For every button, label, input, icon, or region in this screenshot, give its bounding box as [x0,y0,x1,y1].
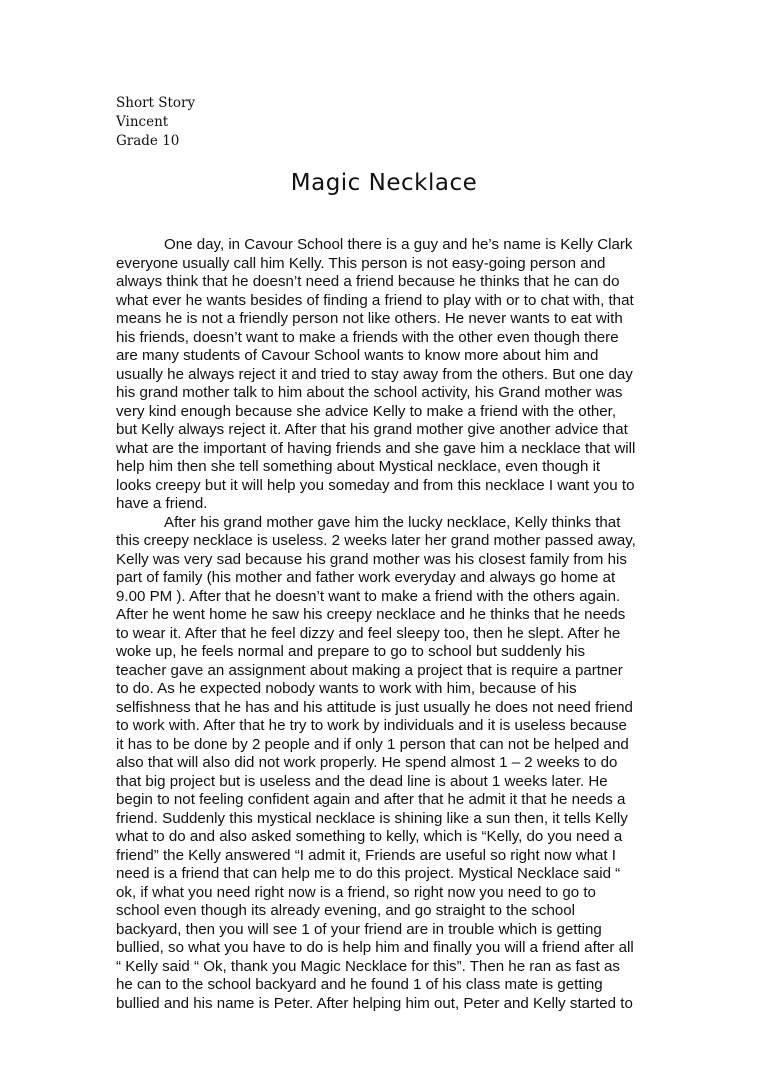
text-line: bullied, so what you have to do is help him and finally you will a friend after all [116,939,634,956]
text-line: Kelly was very sad because his grand mother was his closest family from his [116,550,627,568]
text-line: but Kelly always reject it. After that his grand mother give another advice that [116,421,628,438]
text-line: are many students of Cavour School wants to know more about him and [116,347,599,364]
story-category: Short Story [116,95,196,111]
text-line: always think that he doesn’t need a friend because he thinks that he can do [116,273,620,290]
text-line: woke up, he feels normal and prepare to go to school but suddenly his [116,643,586,660]
text-line: teacher gave an assignment about making a project that is require a partner [116,661,623,679]
text-line: means he is not a friendly person not like others. He never wants to eat with [116,310,623,327]
text-line: to wear it. After that he feel dizzy and feel sleepy too, then he slept. After he [116,624,621,642]
grade-level: Grade 10 [116,133,180,149]
text-line: After he went home he saw his creepy necklace and he thinks that he needs [116,606,626,623]
document-header [116,94,195,151]
text-line: this creepy necklace is useless. 2 weeks later her grand mother passed away, [116,532,636,549]
text-line: begin to not feeling confident again and after that he admit it that he needs a [116,791,626,808]
text-line: One day, in Cavour School there is a guy and he’s name is Kelly Clark [164,236,633,253]
text-line: he can to the school backyard and he found 1 of his class mate is getting [116,976,603,993]
text-line: “ Kelly said “ Ok, thank you Magic Necklace for this”. Then he ran as fast as [116,957,620,975]
text-line: part of family (his mother and father work everyday and always go home at [116,569,616,586]
text-line: very kind enough because she advice Kelly to make a friend with the other, [116,402,617,420]
text-line: looks creepy but it will help you someday and from this necklace I want you to [116,476,635,494]
text-line: to work with. After that he try to work by individuals and it is useless because [116,717,627,734]
text-line: After his grand mother gave him the lucky necklace, Kelly thinks that [164,513,621,531]
text-line: his friends, doesn’t want to make a friends with the other even though there [116,328,619,346]
text-line: bullied and his name is Peter. After helping him out, Peter and Kelly started to [116,994,633,1012]
text-line: ok, if what you need right now is a friend, so right now you need to go to [116,883,596,901]
text-line: friend” the Kelly answered “I admit it, Friends are useful so right now what I [116,846,616,864]
text-line: usually he always reject it and tried to stay away from the others. But one day [116,365,633,383]
text-line: what ever he wants besides of finding a friend to play with or to chat with, that [116,291,634,309]
text-line: school even though its already evening, and go straight to the school [116,902,575,919]
text-line: that big project but is useless and the dead line is about 1 weeks later. He [116,772,608,790]
text-line: his grand mother talk to him about the school activity, his Grand mother was [116,384,623,401]
text-line: have a friend. [116,495,208,512]
story-title: Magic Necklace [290,170,478,196]
text-line: friend. Suddenly this mystical necklace is shining like a sun then, it tells Kelly [116,809,628,827]
text-line: what are the important of having friends and she gave him a necklace that will [116,439,636,457]
author-name: Vincent [116,114,169,130]
text-line: help him then she tell something about Mystical necklace, even though it [116,458,601,475]
text-line: selfishness that he has and his attitude is just usually he does not need friend [116,698,633,716]
story-body [116,236,636,1013]
text-line: it has to be done by 2 people and if only 1 person that can not be helped and [116,735,629,753]
text-line: everyone usually call him Kelly. This person is not easy-going person and [116,254,606,272]
text-line: need is a friend that can help me to do this project. Mystical Necklace said “ [116,865,621,882]
text-line: what to do and also asked something to kelly, which is “Kelly, do you need a [116,828,623,845]
text-line: also that will also did not work properly. He spend almost 1 – 2 weeks to do [116,754,618,771]
text-line: backyard, then you will see 1 of your friend are in trouble which is getting [116,920,602,938]
text-line: 9.00 PM ). After that he doesn’t want to make a friend with the others again. [116,587,621,605]
text-line: to do. As he expected nobody wants to work with him, because of his [116,680,577,697]
